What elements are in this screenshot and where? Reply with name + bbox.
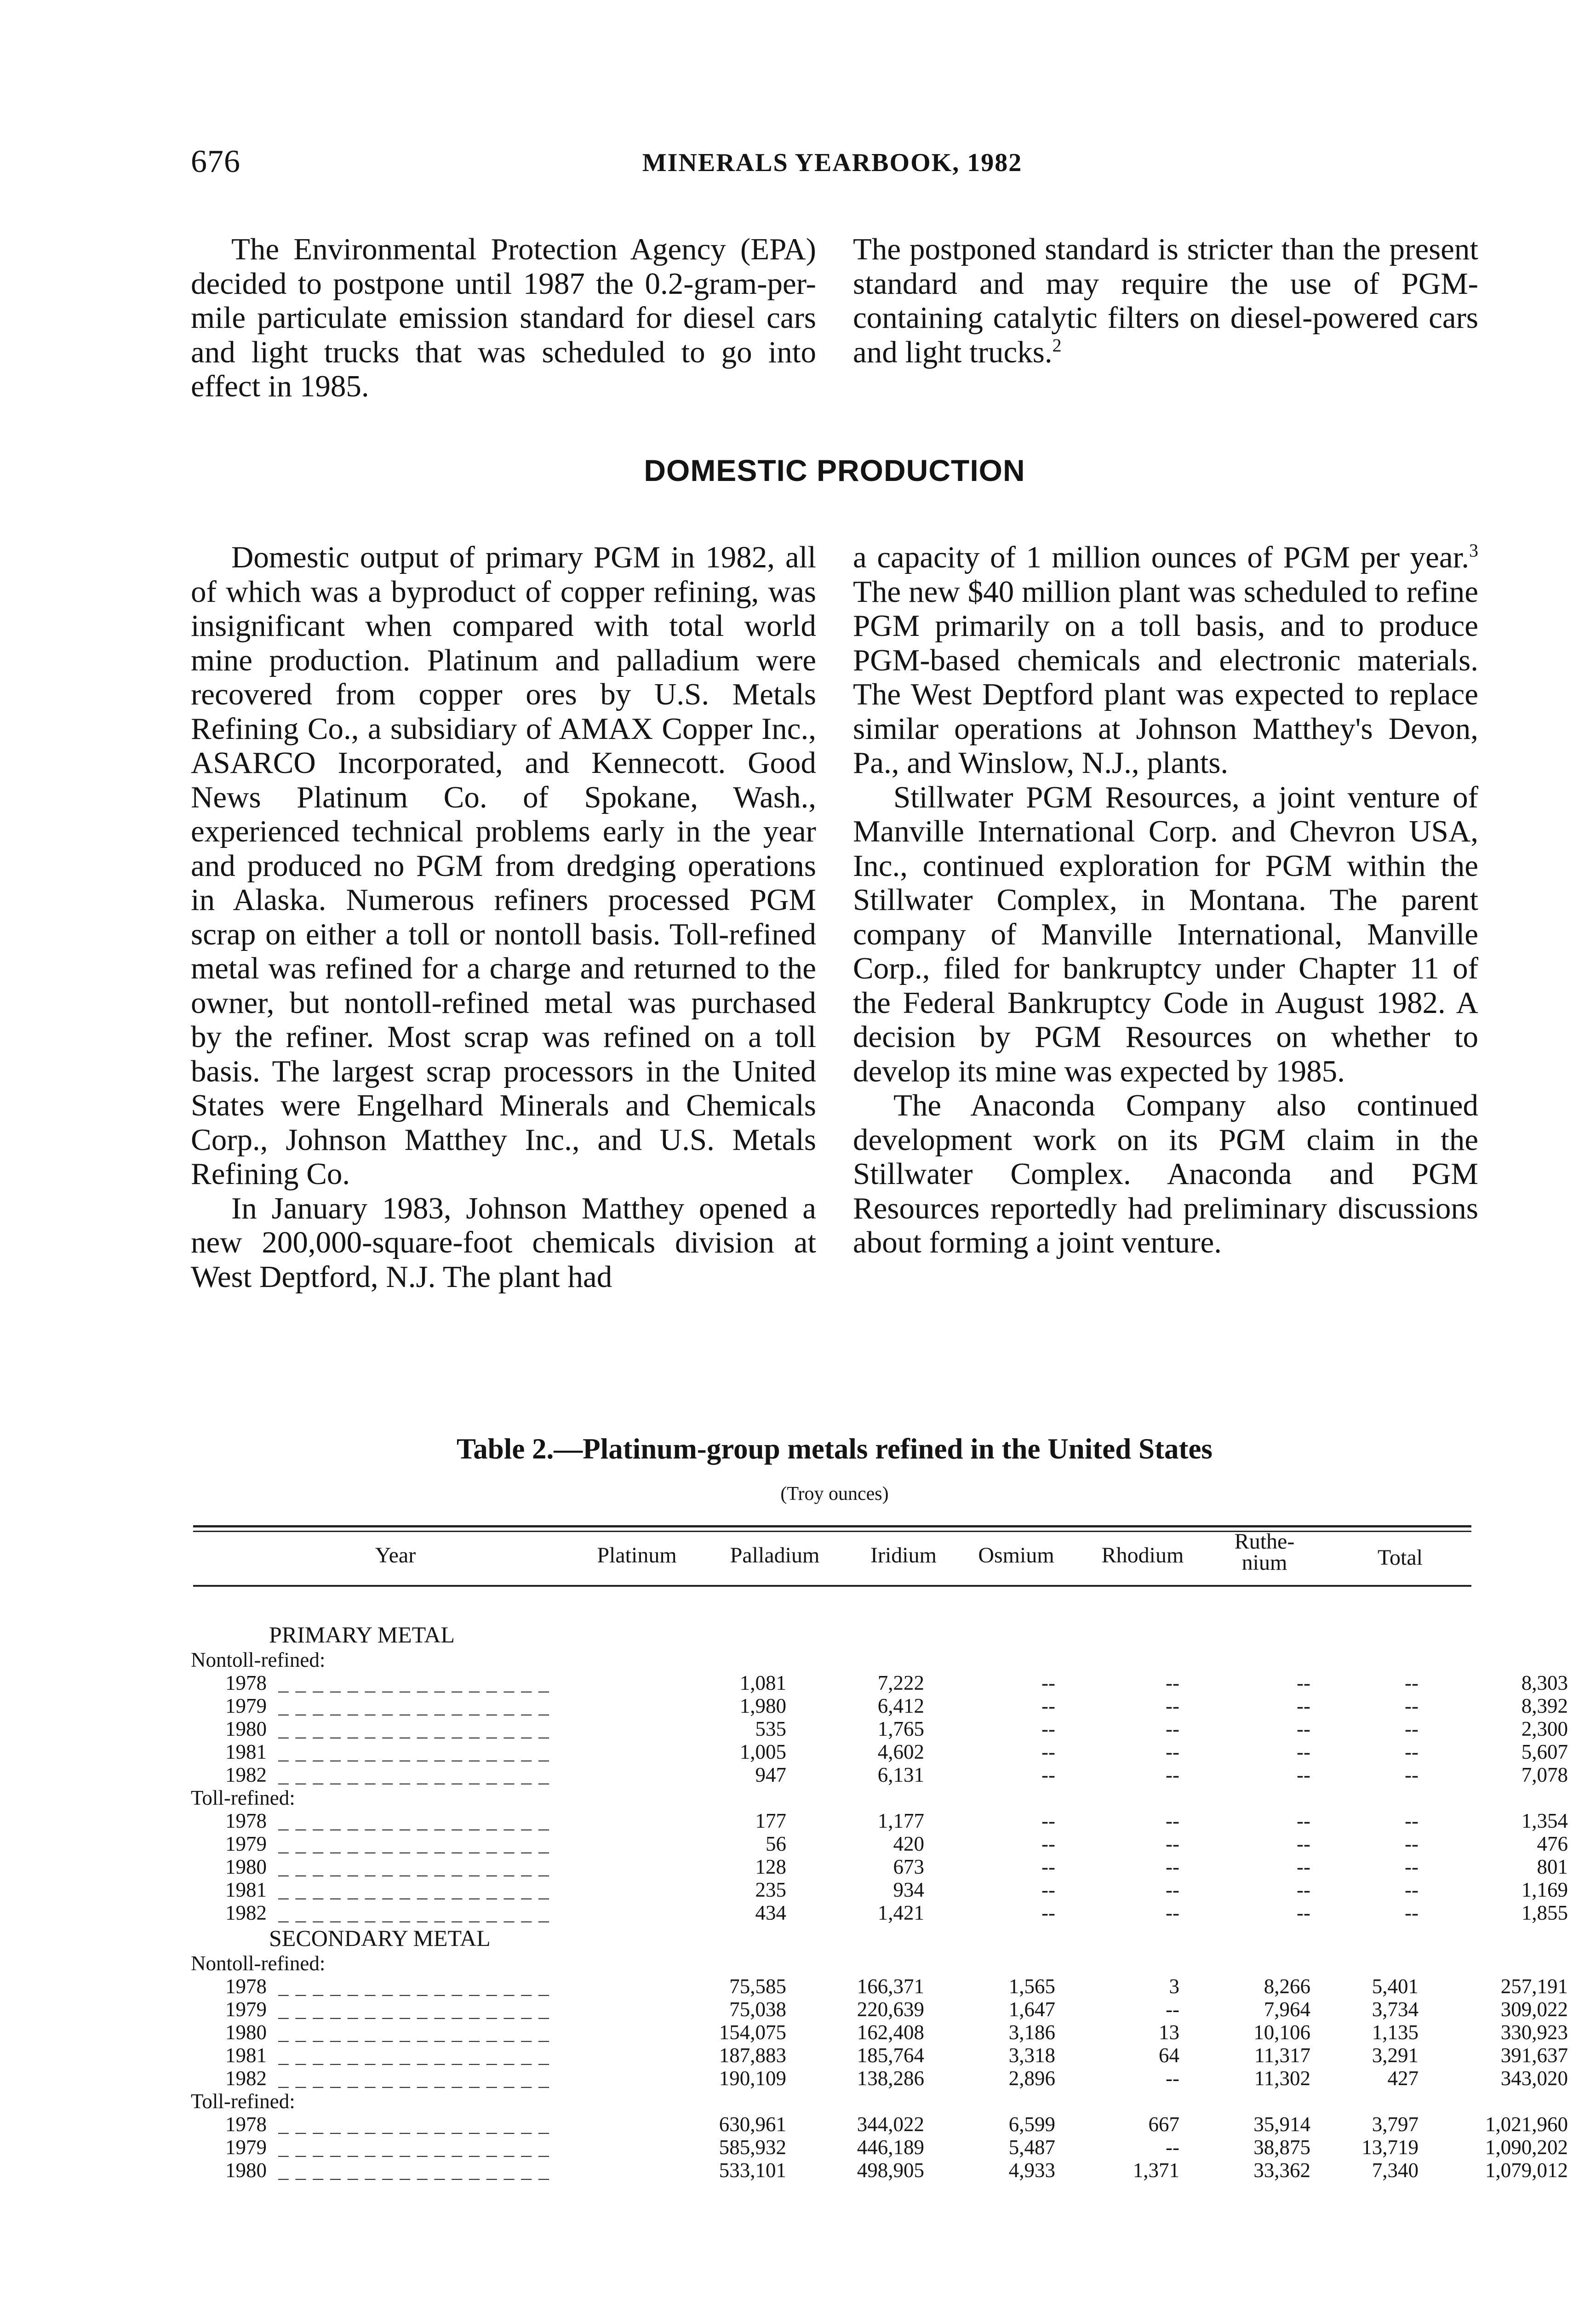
leader-dashes: _ _ _ _ _ _ _ _ _ _ _ _ _ _ _ _ bbox=[278, 1694, 550, 1717]
leader-dashes: _ _ _ _ _ _ _ _ _ _ _ _ _ _ _ _ bbox=[278, 1998, 550, 2021]
cell-platinum: 75,038 bbox=[729, 1998, 786, 2021]
section-label-secondary: SECONDARY METAL bbox=[269, 1925, 491, 1951]
table-row bbox=[191, 1975, 1568, 1998]
cell-ruthenium: 3,734 bbox=[1372, 1998, 1419, 2021]
intro-right-column bbox=[853, 232, 1478, 369]
cell-ruthenium: -- bbox=[1405, 1901, 1419, 1924]
cell-total: 1,855 bbox=[1521, 1901, 1568, 1924]
table-title: Table 2.—Platinum-group metals refined in the United States bbox=[457, 1433, 1213, 1465]
cell-rhodium: -- bbox=[1297, 1740, 1310, 1763]
header-ruthenium bbox=[1218, 1531, 1310, 1573]
cell-rhodium: -- bbox=[1297, 1717, 1310, 1740]
row-year: 1979 bbox=[225, 1998, 267, 2021]
cell-total: 1,021,960 bbox=[1485, 2113, 1568, 2136]
subsection-label: Toll-refined: bbox=[191, 2090, 295, 2113]
running-head: MINERALS YEARBOOK, 1982 bbox=[642, 149, 1023, 177]
cell-osmium: -- bbox=[1166, 1740, 1179, 1763]
body-right-column bbox=[853, 540, 1478, 1260]
cell-osmium: -- bbox=[1166, 2136, 1179, 2159]
cell-iridium: 6,599 bbox=[1008, 2113, 1055, 2136]
cell-osmium: 64 bbox=[1159, 2044, 1179, 2067]
cell-rhodium: -- bbox=[1297, 1763, 1310, 1786]
cell-ruthenium: -- bbox=[1405, 1855, 1419, 1878]
cell-palladium: 220,639 bbox=[857, 1998, 924, 2021]
table-row bbox=[191, 1855, 1568, 1878]
section-label-primary: PRIMARY METAL bbox=[269, 1622, 455, 1647]
cell-osmium: -- bbox=[1166, 1855, 1179, 1878]
cell-iridium: -- bbox=[1041, 1694, 1055, 1717]
leader-dashes: _ _ _ _ _ _ _ _ _ _ _ _ _ _ _ _ bbox=[278, 2136, 550, 2159]
cell-total: 257,191 bbox=[1500, 1975, 1568, 1998]
cell-total: 8,392 bbox=[1521, 1694, 1568, 1717]
footnote-marker: 3 bbox=[1469, 540, 1478, 561]
leader-dashes: _ _ _ _ _ _ _ _ _ _ _ _ _ _ _ _ bbox=[278, 1901, 550, 1924]
table-row bbox=[191, 1901, 1568, 1924]
cell-rhodium: -- bbox=[1297, 1832, 1310, 1855]
section-title: DOMESTIC PRODUCTION bbox=[644, 453, 1025, 487]
footnote-marker: 2 bbox=[1052, 335, 1062, 356]
leader-dashes: _ _ _ _ _ _ _ _ _ _ _ _ _ _ _ _ bbox=[278, 1975, 550, 1998]
cell-platinum: 1,081 bbox=[739, 1671, 786, 1694]
cell-osmium: -- bbox=[1166, 1998, 1179, 2021]
cell-total: 1,079,012 bbox=[1485, 2159, 1568, 2182]
row-year: 1980 bbox=[225, 2159, 267, 2182]
cell-ruthenium: 427 bbox=[1387, 2067, 1419, 2090]
cell-iridium: 3,186 bbox=[1008, 2021, 1055, 2044]
cell-iridium: 1,647 bbox=[1008, 1998, 1055, 2021]
body-paragraph: Domestic output of primary PGM in 1982, all of which was a byproduct of copper refining, was insignificant when compared with total world mine production. Platinum and palladium were recovered from copper ores by U.S. Metals Refining Co., a subsidiary of AMAX Copper Inc., ASARCO Incorporated, and Kennecott. Good News Platinum Co. of Spokane, Wash., experienced technical problems early in the year and produced no PGM from dredging operations in Alaska. Numerous refiners processed PGM scrap on either a toll or nontoll basis. Toll-refined metal was refined for a charge and returned to the owner, but nontoll-refined metal was purchased by the refiner. Most scrap was refined on a toll basis. The largest scrap processors in the United States were Engelhard Minerals and Chemicals Corp., Johnson Matthey Inc., and U.S. Metals Refining Co. bbox=[191, 540, 816, 1191]
table-unit: (Troy ounces) bbox=[780, 1483, 889, 1504]
cell-platinum: 235 bbox=[755, 1878, 786, 1901]
cell-total: 5,607 bbox=[1521, 1740, 1568, 1763]
cell-total: 309,022 bbox=[1500, 1998, 1568, 2021]
cell-palladium: 166,371 bbox=[857, 1975, 924, 1998]
cell-ruthenium: 3,797 bbox=[1372, 2113, 1419, 2136]
body-text: The new $40 million plant was scheduled to refine PGM primarily on a toll basis, and to produce PGM-based chemicals and electronic materials. The West Deptford plant was expected to replace similar operations at Johnson Matthey's Devon, Pa., and Winslow, N.J., plants. bbox=[853, 574, 1478, 780]
cell-palladium: 446,189 bbox=[857, 2136, 924, 2159]
cell-platinum: 187,883 bbox=[719, 2044, 786, 2067]
row-year: 1978 bbox=[225, 2113, 267, 2136]
cell-osmium: 667 bbox=[1148, 2113, 1179, 2136]
cell-osmium: 1,371 bbox=[1133, 2159, 1179, 2182]
header-palladium: Palladium bbox=[730, 1543, 820, 1567]
cell-osmium: -- bbox=[1166, 1809, 1179, 1832]
intro-left-column bbox=[191, 232, 816, 404]
table-row bbox=[191, 2044, 1568, 2067]
leader-dashes: _ _ _ _ _ _ _ _ _ _ _ _ _ _ _ _ bbox=[278, 1832, 550, 1855]
leader-dashes: _ _ _ _ _ _ _ _ _ _ _ _ _ _ _ _ bbox=[278, 1740, 550, 1763]
cell-ruthenium: -- bbox=[1405, 1878, 1419, 1901]
cell-ruthenium: -- bbox=[1405, 1694, 1419, 1717]
cell-osmium: -- bbox=[1166, 1832, 1179, 1855]
table-row bbox=[191, 1671, 1568, 1694]
cell-platinum: 75,585 bbox=[729, 1975, 786, 1998]
header-rhodium: Rhodium bbox=[1101, 1543, 1184, 1567]
cell-rhodium: 7,964 bbox=[1264, 1998, 1310, 2021]
cell-total: 391,637 bbox=[1500, 2044, 1568, 2067]
subsection-label: Nontoll-refined: bbox=[191, 1648, 326, 1671]
table-row bbox=[191, 1832, 1568, 1855]
cell-ruthenium: -- bbox=[1405, 1763, 1419, 1786]
row-year: 1979 bbox=[225, 2136, 267, 2159]
cell-ruthenium: 3,291 bbox=[1372, 2044, 1419, 2067]
cell-platinum: 1,005 bbox=[739, 1740, 786, 1763]
body-paragraph bbox=[853, 540, 1478, 780]
cell-total: 8,303 bbox=[1521, 1671, 1568, 1694]
page-header bbox=[191, 143, 1474, 194]
intro-left-paragraph: The Environmental Protection Agency (EPA) decided to postpone until 1987 the 0.2-gram-per-mile particulate emission standard for diesel cars and light trucks that was scheduled to go into effect in 1985. bbox=[191, 232, 816, 403]
cell-palladium: 1,765 bbox=[877, 1717, 924, 1740]
cell-osmium: -- bbox=[1166, 1763, 1179, 1786]
cell-ruthenium: -- bbox=[1405, 1809, 1419, 1832]
cell-osmium: -- bbox=[1166, 1694, 1179, 1717]
cell-platinum: 434 bbox=[755, 1901, 786, 1924]
cell-ruthenium: 1,135 bbox=[1372, 2021, 1419, 2044]
cell-palladium: 344,022 bbox=[857, 2113, 924, 2136]
body-paragraph: The Anaconda Company also continued development work on its PGM claim in the Stillwater Complex. Anaconda and PGM Resources reportedly had preliminary discussions about forming a joint venture. bbox=[853, 1088, 1478, 1259]
cell-iridium: -- bbox=[1041, 1809, 1055, 1832]
row-year: 1982 bbox=[225, 2067, 267, 2090]
table-row bbox=[191, 1694, 1568, 1717]
row-year: 1980 bbox=[225, 2021, 267, 2044]
cell-iridium: -- bbox=[1041, 1740, 1055, 1763]
leader-dashes: _ _ _ _ _ _ _ _ _ _ _ _ _ _ _ _ bbox=[278, 2021, 550, 2044]
cell-palladium: 162,408 bbox=[857, 2021, 924, 2044]
leader-dashes: _ _ _ _ _ _ _ _ _ _ _ _ _ _ _ _ bbox=[278, 2067, 550, 2090]
cell-palladium: 1,177 bbox=[877, 1809, 924, 1832]
cell-iridium: -- bbox=[1041, 1855, 1055, 1878]
table-row bbox=[191, 2067, 1568, 2090]
table-top-rule bbox=[193, 1525, 1471, 1527]
cell-palladium: 138,286 bbox=[857, 2067, 924, 2090]
cell-rhodium: -- bbox=[1297, 1694, 1310, 1717]
cell-total: 476 bbox=[1537, 1832, 1568, 1855]
cell-total: 1,354 bbox=[1521, 1809, 1568, 1832]
cell-ruthenium: -- bbox=[1405, 1671, 1419, 1694]
header-ruthenium-line2: nium bbox=[1241, 1550, 1287, 1575]
cell-total: 7,078 bbox=[1521, 1763, 1568, 1786]
cell-rhodium: 8,266 bbox=[1264, 1975, 1310, 1998]
row-year: 1982 bbox=[225, 1901, 267, 1924]
body-paragraph: In January 1983, Johnson Matthey opened a new 200,000-square-foot chemicals division at West Deptford, N.J. The plant had bbox=[191, 1191, 816, 1294]
header-iridium: Iridium bbox=[870, 1543, 937, 1567]
row-year: 1978 bbox=[225, 1671, 267, 1694]
body-text: a capacity of 1 million ounces of PGM per year. bbox=[853, 540, 1469, 574]
cell-rhodium: -- bbox=[1297, 1901, 1310, 1924]
row-year: 1981 bbox=[225, 1740, 267, 1763]
leader-dashes: _ _ _ _ _ _ _ _ _ _ _ _ _ _ _ _ bbox=[278, 1763, 550, 1786]
row-year: 1979 bbox=[225, 1694, 267, 1717]
cell-osmium: -- bbox=[1166, 1901, 1179, 1924]
cell-iridium: -- bbox=[1041, 1763, 1055, 1786]
cell-iridium: 5,487 bbox=[1008, 2136, 1055, 2159]
cell-palladium: 6,131 bbox=[877, 1763, 924, 1786]
subsection-label: Toll-refined: bbox=[191, 1786, 295, 1809]
row-year: 1978 bbox=[225, 1975, 267, 1998]
table-body bbox=[191, 1614, 1568, 2182]
cell-palladium: 4,602 bbox=[877, 1740, 924, 1763]
cell-palladium: 498,905 bbox=[857, 2159, 924, 2182]
cell-platinum: 1,980 bbox=[739, 1694, 786, 1717]
primary-nontoll-rows bbox=[191, 1671, 1568, 1786]
primary-toll-rows bbox=[191, 1809, 1568, 1924]
cell-platinum: 56 bbox=[766, 1832, 786, 1855]
cell-ruthenium: 7,340 bbox=[1372, 2159, 1419, 2182]
cell-iridium: -- bbox=[1041, 1671, 1055, 1694]
intro-right-paragraph bbox=[853, 232, 1478, 369]
cell-platinum: 533,101 bbox=[719, 2159, 786, 2182]
page-number: 676 bbox=[191, 144, 240, 179]
table-row bbox=[191, 1740, 1568, 1763]
row-year: 1980 bbox=[225, 1855, 267, 1878]
cell-iridium: -- bbox=[1041, 1901, 1055, 1924]
body-paragraph: Stillwater PGM Resources, a joint venture of Manville International Corp. and Chevron USA, Inc., continued exploration for PGM within the Stillwater Complex, in Montana. The parent company of Manville International, Manville Corp., filed for bankruptcy under Chapter 11 of the Federal Bankruptcy Code in August 1982. A decision by PGM Resources on whether to develop its mine was expected by 1985. bbox=[853, 780, 1478, 1088]
table-header-rule bbox=[193, 1585, 1471, 1587]
cell-palladium: 420 bbox=[893, 1832, 924, 1855]
cell-osmium: -- bbox=[1166, 1671, 1179, 1694]
cell-iridium: -- bbox=[1041, 1832, 1055, 1855]
cell-platinum: 630,961 bbox=[719, 2113, 786, 2136]
cell-total: 1,090,202 bbox=[1485, 2136, 1568, 2159]
cell-iridium: 1,565 bbox=[1008, 1975, 1055, 1998]
header-ruthenium-line1: Ruthe- bbox=[1234, 1529, 1295, 1554]
table-row bbox=[191, 1717, 1568, 1740]
table-row bbox=[191, 2113, 1568, 2136]
cell-rhodium: 10,106 bbox=[1253, 2021, 1310, 2044]
table-row bbox=[191, 2159, 1568, 2182]
row-year: 1982 bbox=[225, 1763, 267, 1786]
table-row bbox=[191, 2021, 1568, 2044]
cell-rhodium: 11,302 bbox=[1254, 2067, 1310, 2090]
row-year: 1978 bbox=[225, 1809, 267, 1832]
header-total: Total bbox=[1378, 1545, 1423, 1570]
cell-total: 330,923 bbox=[1500, 2021, 1568, 2044]
cell-total: 343,020 bbox=[1500, 2067, 1568, 2090]
cell-osmium: -- bbox=[1166, 1878, 1179, 1901]
body-left-column bbox=[191, 540, 816, 1294]
leader-dashes: _ _ _ _ _ _ _ _ _ _ _ _ _ _ _ _ bbox=[278, 2113, 550, 2136]
cell-platinum: 947 bbox=[755, 1763, 786, 1786]
cell-rhodium: 11,317 bbox=[1254, 2044, 1310, 2067]
cell-rhodium: 38,875 bbox=[1253, 2136, 1310, 2159]
cell-total: 801 bbox=[1537, 1855, 1568, 1878]
cell-ruthenium: -- bbox=[1405, 1717, 1419, 1740]
cell-osmium: 13 bbox=[1159, 2021, 1179, 2044]
cell-palladium: 6,412 bbox=[877, 1694, 924, 1717]
leader-dashes: _ _ _ _ _ _ _ _ _ _ _ _ _ _ _ _ bbox=[278, 1809, 550, 1832]
row-year: 1981 bbox=[225, 1878, 267, 1901]
cell-ruthenium: -- bbox=[1405, 1832, 1419, 1855]
header-year: Year bbox=[375, 1543, 416, 1567]
cell-palladium: 185,764 bbox=[857, 2044, 924, 2067]
leader-dashes: _ _ _ _ _ _ _ _ _ _ _ _ _ _ _ _ bbox=[278, 1855, 550, 1878]
leader-dashes: _ _ _ _ _ _ _ _ _ _ _ _ _ _ _ _ bbox=[278, 1878, 550, 1901]
table-row bbox=[191, 2136, 1568, 2159]
leader-dashes: _ _ _ _ _ _ _ _ _ _ _ _ _ _ _ _ bbox=[278, 2044, 550, 2067]
cell-platinum: 535 bbox=[755, 1717, 786, 1740]
table-row bbox=[191, 1763, 1568, 1786]
cell-platinum: 585,932 bbox=[719, 2136, 786, 2159]
cell-ruthenium: -- bbox=[1405, 1740, 1419, 1763]
cell-platinum: 128 bbox=[755, 1855, 786, 1878]
cell-rhodium: -- bbox=[1297, 1809, 1310, 1832]
cell-ruthenium: 13,719 bbox=[1361, 2136, 1419, 2159]
cell-platinum: 154,075 bbox=[719, 2021, 786, 2044]
cell-total: 2,300 bbox=[1521, 1717, 1568, 1740]
cell-palladium: 934 bbox=[893, 1878, 924, 1901]
header-osmium: Osmium bbox=[978, 1543, 1054, 1567]
cell-rhodium: 35,914 bbox=[1253, 2113, 1310, 2136]
cell-ruthenium: 5,401 bbox=[1372, 1975, 1419, 1998]
cell-iridium: -- bbox=[1041, 1717, 1055, 1740]
cell-platinum: 190,109 bbox=[719, 2067, 786, 2090]
subsection-label: Nontoll-refined: bbox=[191, 1952, 326, 1975]
leader-dashes: _ _ _ _ _ _ _ _ _ _ _ _ _ _ _ _ bbox=[278, 1671, 550, 1694]
cell-palladium: 7,222 bbox=[877, 1671, 924, 1694]
secondary-toll-rows bbox=[191, 2113, 1568, 2182]
row-year: 1980 bbox=[225, 1717, 267, 1740]
cell-rhodium: -- bbox=[1297, 1855, 1310, 1878]
header-platinum: Platinum bbox=[597, 1543, 677, 1567]
table-row bbox=[191, 1809, 1568, 1832]
cell-palladium: 1,421 bbox=[877, 1901, 924, 1924]
cell-iridium: -- bbox=[1041, 1878, 1055, 1901]
row-year: 1979 bbox=[225, 1832, 267, 1855]
cell-iridium: 4,933 bbox=[1008, 2159, 1055, 2182]
leader-dashes: _ _ _ _ _ _ _ _ _ _ _ _ _ _ _ _ bbox=[278, 1717, 550, 1740]
secondary-nontoll-rows bbox=[191, 1975, 1568, 2090]
row-year: 1981 bbox=[225, 2044, 267, 2067]
cell-rhodium: -- bbox=[1297, 1671, 1310, 1694]
leader-dashes: _ _ _ _ _ _ _ _ _ _ _ _ _ _ _ _ bbox=[278, 2159, 550, 2182]
cell-osmium: 3 bbox=[1169, 1975, 1179, 1998]
cell-rhodium: -- bbox=[1297, 1878, 1310, 1901]
cell-palladium: 673 bbox=[893, 1855, 924, 1878]
cell-iridium: 2,896 bbox=[1008, 2067, 1055, 2090]
cell-platinum: 177 bbox=[755, 1809, 786, 1832]
cell-iridium: 3,318 bbox=[1008, 2044, 1055, 2067]
cell-total: 1,169 bbox=[1521, 1878, 1568, 1901]
intro-right-text: The postponed standard is stricter than the present standard and may require the use of PGM-containing catalytic filters on diesel-powered cars and light trucks. bbox=[853, 232, 1478, 369]
cell-rhodium: 33,362 bbox=[1253, 2159, 1310, 2182]
cell-osmium: -- bbox=[1166, 1717, 1179, 1740]
cell-osmium: -- bbox=[1166, 2067, 1179, 2090]
table-row bbox=[191, 1998, 1568, 2021]
table-row bbox=[191, 1878, 1568, 1901]
